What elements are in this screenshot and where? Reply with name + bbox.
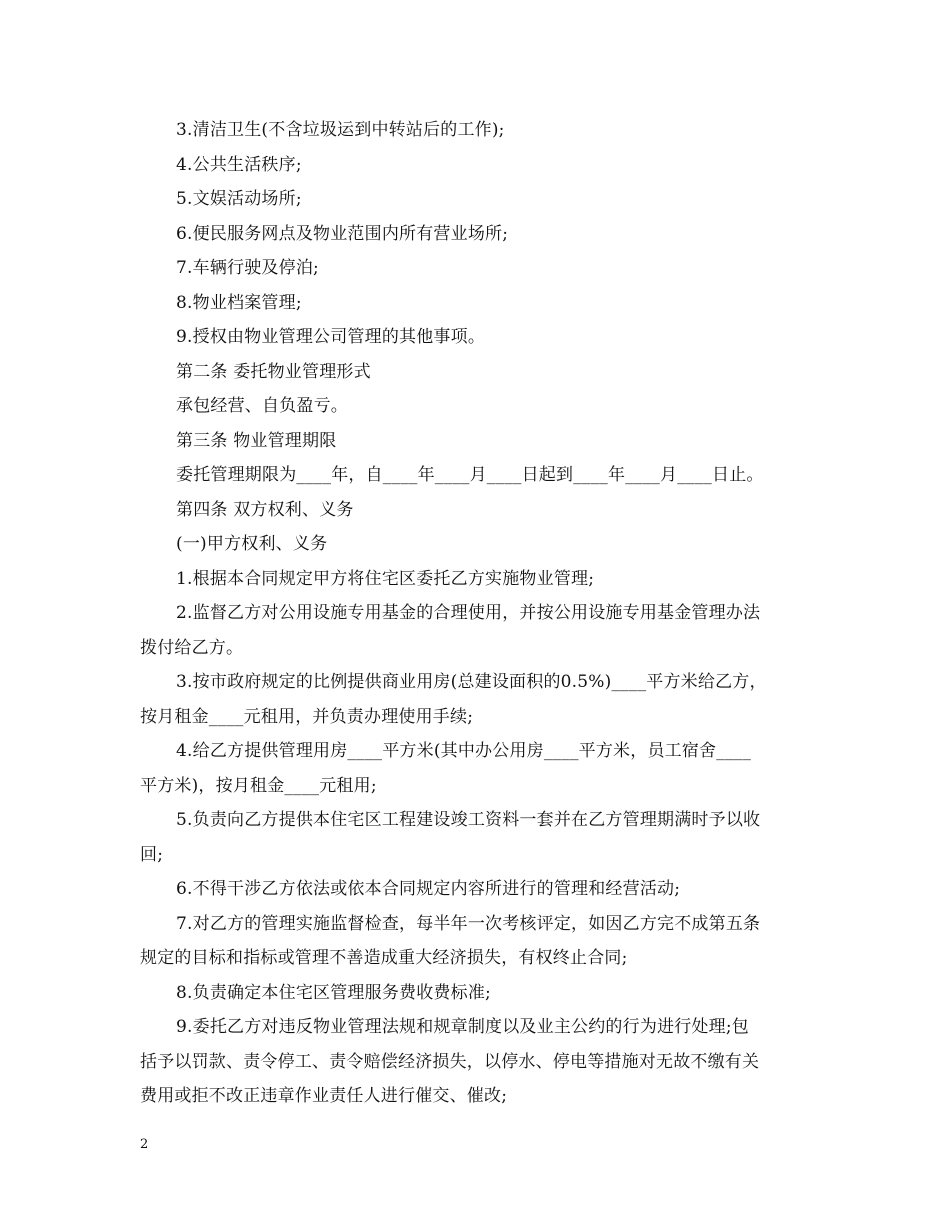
text-line: 1.根据本合同规定甲方将住宅区委托乙方实施物业管理; xyxy=(176,568,595,589)
document-body xyxy=(140,113,820,1114)
text-line: 第四条 双方权利、义务 xyxy=(176,499,354,520)
page-number: 2 xyxy=(140,1137,149,1152)
text-line: 第三条 物业管理期限 xyxy=(176,430,337,451)
text-line: 3.按市政府规定的比例提供商业用房(总建设面积的0.5%)____平方米给乙方， xyxy=(176,672,767,692)
text-line: 按月租金____元租用，并负责办理使用手续; xyxy=(140,706,474,727)
text-line: 6.不得干涉乙方依法或依本合同规定内容所进行的管理和经营活动; xyxy=(176,879,681,899)
text-line: 6.便民服务网点及物业范围内所有营业场所; xyxy=(176,223,509,244)
text-line: 委托管理期限为____年，自____年____月____日起到____年____月____日止。 xyxy=(176,465,764,485)
text-line: 3.清洁卫生(不含垃圾运到中转站后的工作); xyxy=(176,120,505,140)
text-line: 括予以罚款、责令停工、责令赔偿经济损失，以停水、停电等措施对无故不缴有关 xyxy=(140,1051,760,1072)
text-line: 第二条 委托物业管理形式 xyxy=(176,361,371,382)
text-line: 平方米)，按月租金____元租用; xyxy=(140,775,377,796)
text-line: 7.对乙方的管理实施监督检查，每半年一次考核评定，如因乙方完不成第五条 xyxy=(176,913,761,934)
text-line: 4.给乙方提供管理用房____平方米(其中办公用房____平方米，员工宿舍____ xyxy=(176,741,752,761)
text-line: 拨付给乙方。 xyxy=(140,637,244,658)
text-line: 8.负责确定本住宅区管理服务费收费标准; xyxy=(176,982,491,1003)
text-line: 4.公共生活秩序; xyxy=(176,154,302,175)
text-line: 5.负责向乙方提供本住宅区工程建设竣工资料一套并在乙方管理期满时予以收 xyxy=(176,810,761,830)
text-line: 7.车辆行驶及停泊; xyxy=(176,258,319,278)
text-line: 费用或拒不改正违章作业责任人进行催交、催改; xyxy=(140,1086,508,1106)
text-line: 8.物业档案管理; xyxy=(176,292,302,313)
text-line: 5.文娱活动场所; xyxy=(176,189,302,209)
text-line: 回; xyxy=(140,844,164,865)
text-line: 9.委托乙方对违反物业管理法规和规章制度以及业主公约的行为进行处理;包 xyxy=(176,1017,749,1037)
text-line: 承包经营、自负盈亏。 xyxy=(176,396,348,416)
text-line: 规定的目标和指标或管理不善造成重大经济损失，有权终止合同; xyxy=(140,948,628,968)
text-line: (一)甲方权利、义务 xyxy=(176,534,328,554)
text-line: 2.监督乙方对公用设施专用基金的合理使用，并按公用设施专用基金管理办法 xyxy=(176,603,761,623)
text-line: 9.授权由物业管理公司管理的其他事项。 xyxy=(176,327,486,347)
